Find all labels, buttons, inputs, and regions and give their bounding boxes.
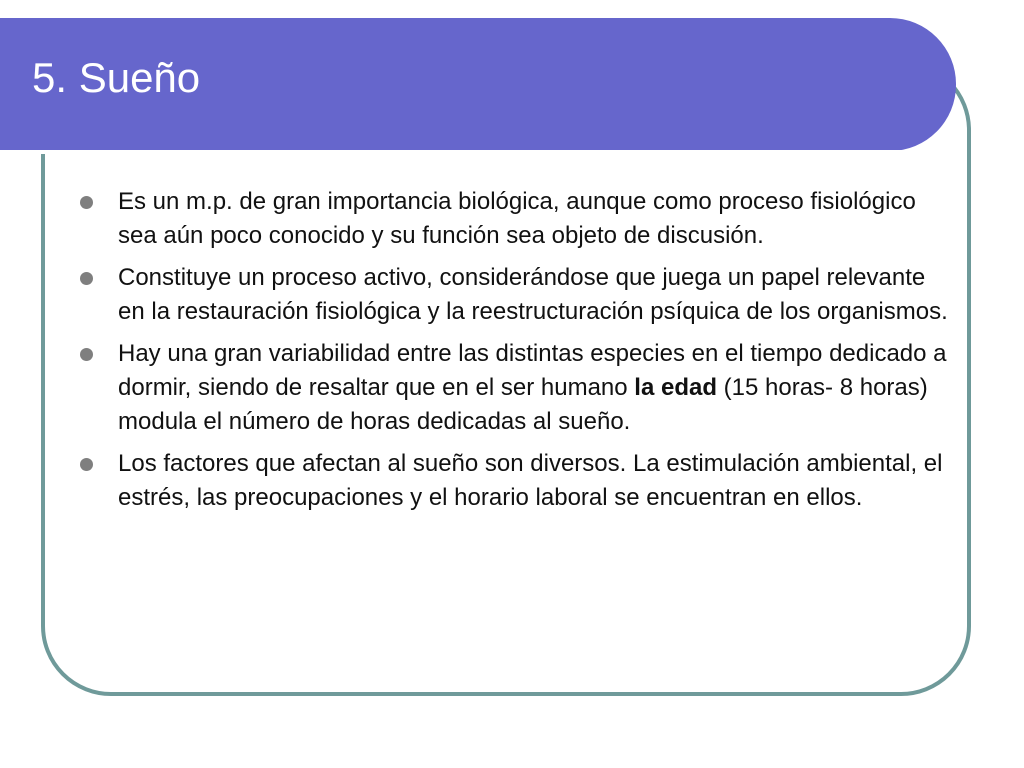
bullet-dot-icon — [80, 348, 93, 361]
bullet-item-4 — [78, 447, 950, 515]
bullet-item-2 — [78, 261, 950, 329]
title-underline — [0, 150, 904, 154]
bullet-item-3 — [78, 337, 950, 439]
bullet-emphasis-age: la edad — [634, 374, 717, 401]
bullet-text-3-before: Hay una gran variabilidad entre las distintas especies en el tiempo dedicado a dormir, siendo de resaltar que en el ser humano — [118, 340, 947, 401]
bullet-text-1: Es un m.p. de gran importancia biológica, aunque como proceso fisiológico sea aún poco conocido y su función sea objeto de discusión. — [118, 188, 916, 249]
bullet-dot-icon — [80, 458, 93, 471]
bullet-dot-icon — [80, 196, 93, 209]
slide-title: 5. Sueño — [32, 54, 201, 101]
bullet-text-2: Constituye un proceso activo, considerándose que juega un papel relevante en la restauración fisiológica y la reestructuración psíquica de los organismos. — [118, 264, 948, 325]
bullet-list — [78, 185, 950, 523]
bullet-item-1 — [78, 185, 950, 253]
bullet-text-3-after: (15 horas- 8 horas) modula el número de horas dedicadas al sueño. — [118, 374, 928, 435]
bullet-dot-icon — [80, 272, 93, 285]
bullet-text-4: Los factores que afectan al sueño son diversos. La estimulación ambiental, el estrés, las preocupaciones y el horario laboral se encuentran en ellos. — [118, 450, 943, 511]
